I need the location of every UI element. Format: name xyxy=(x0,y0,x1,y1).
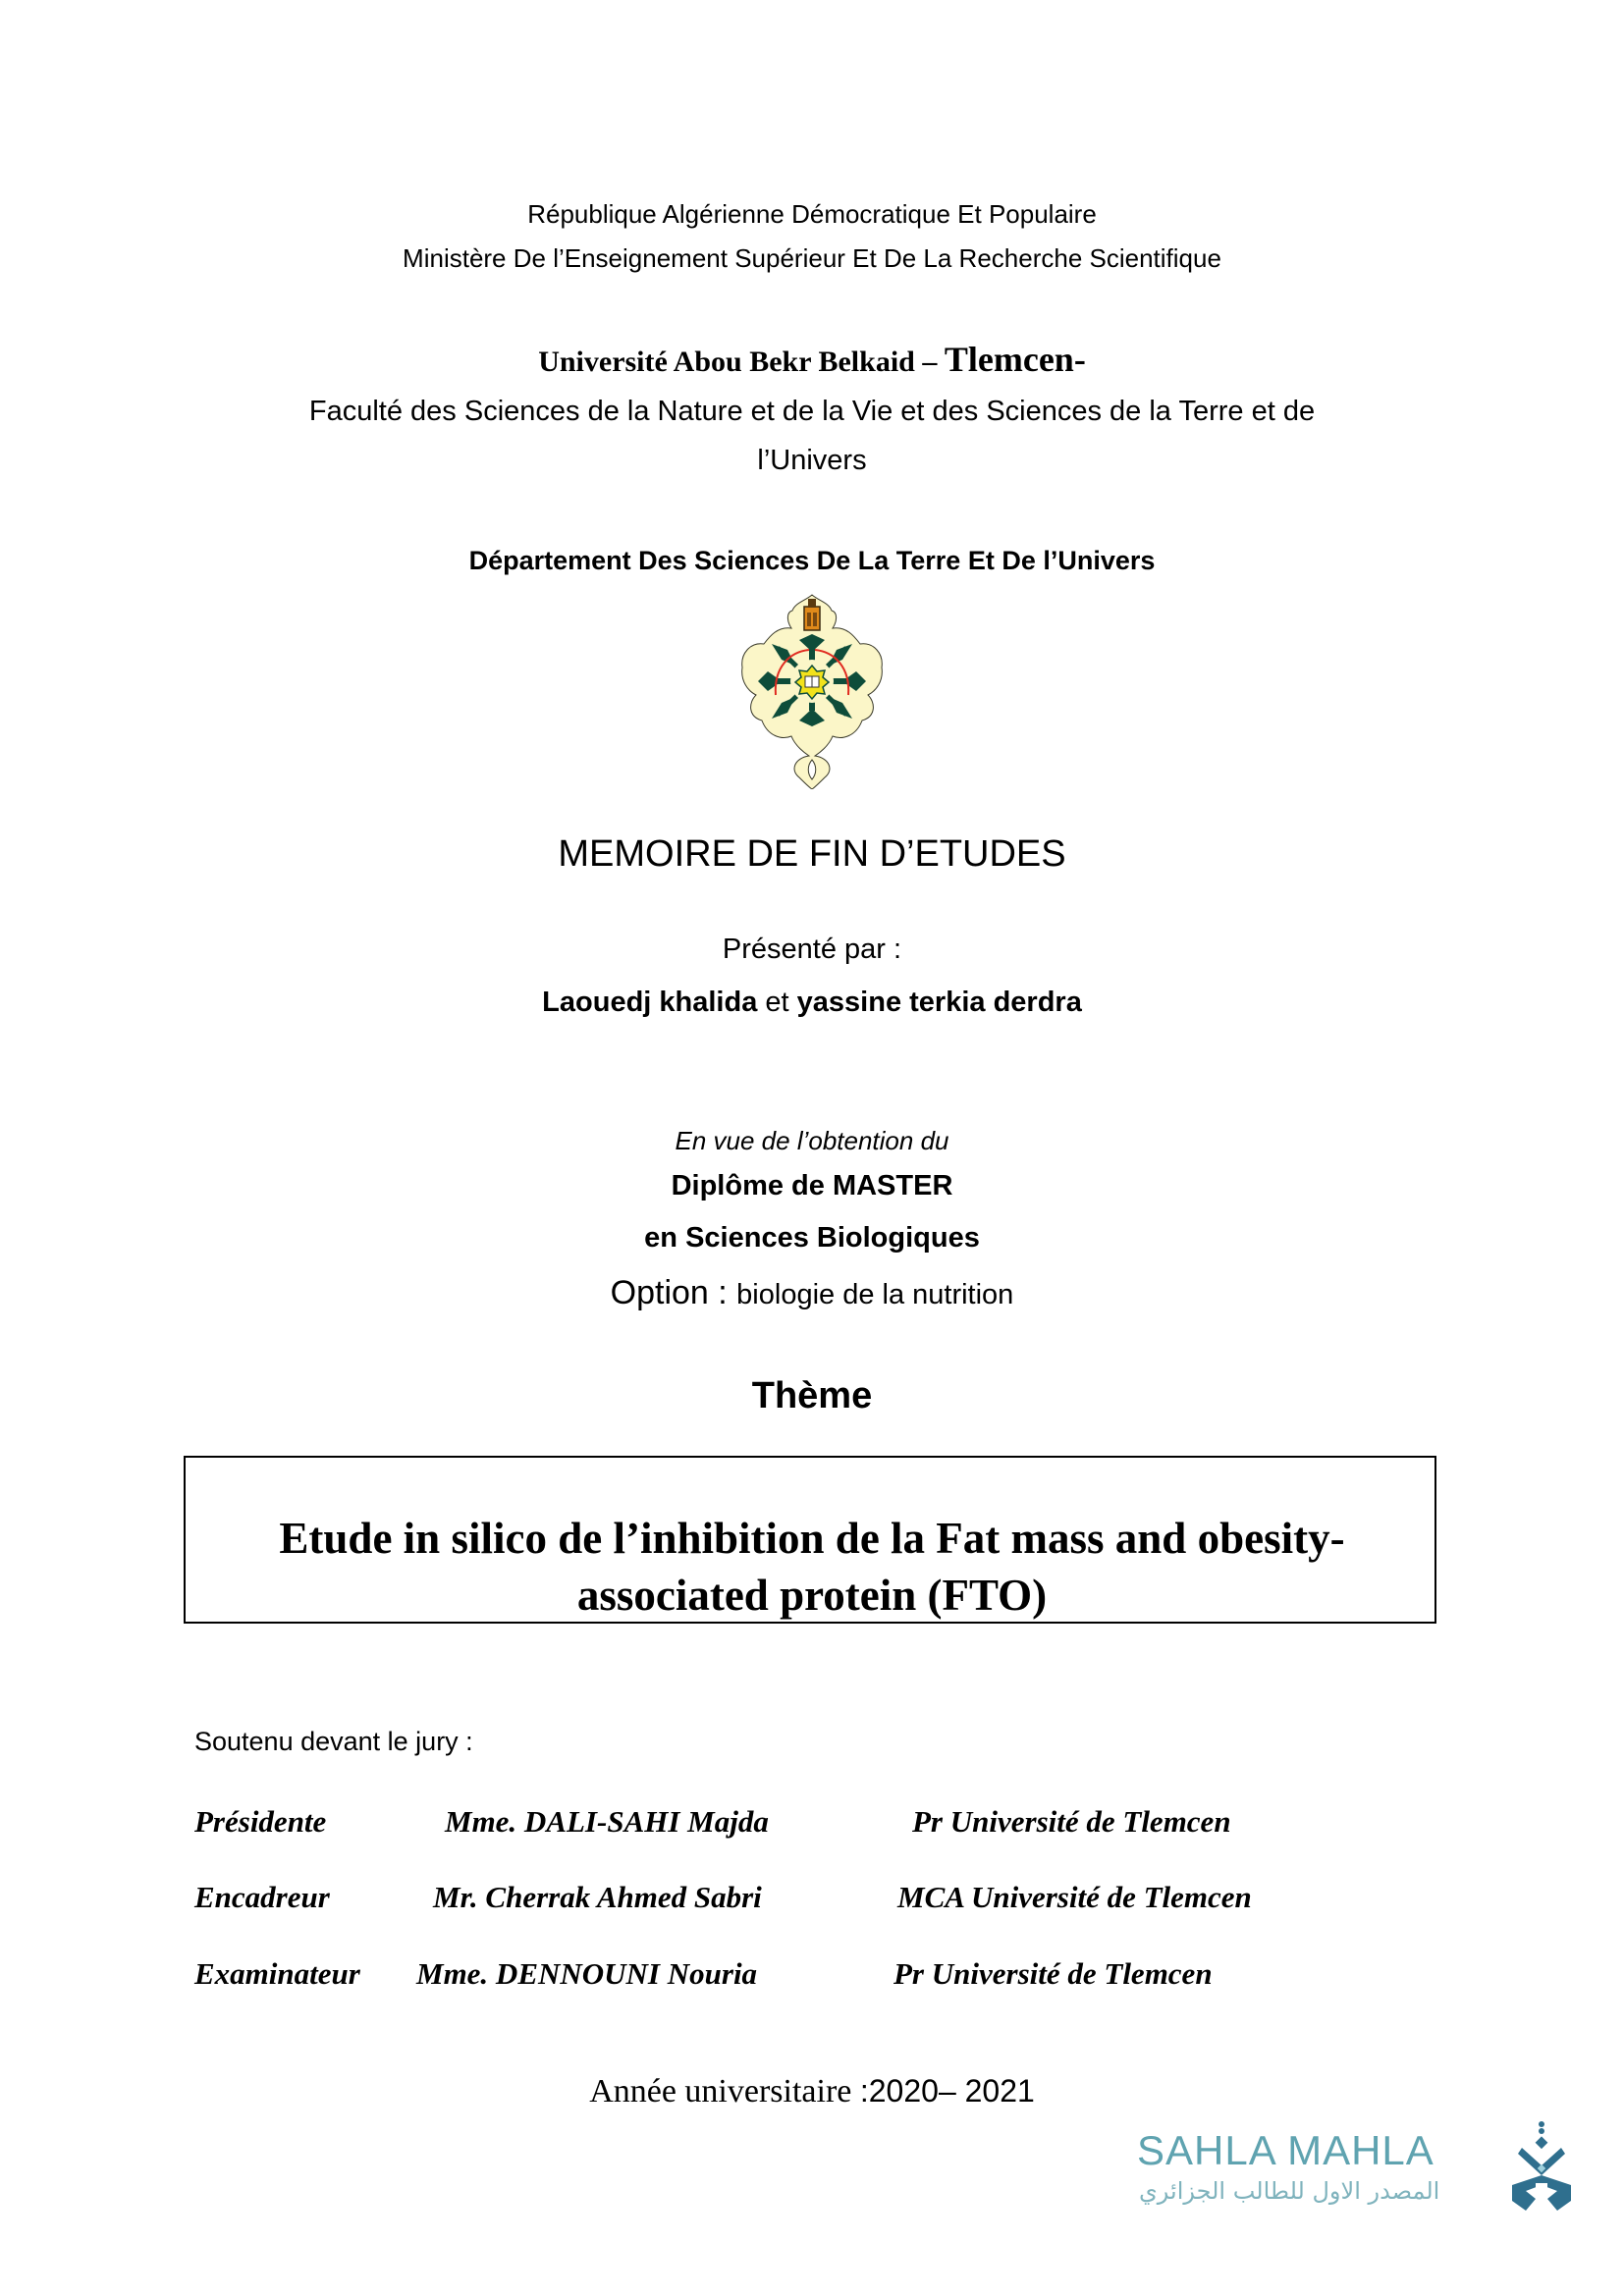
faculty-line-1: Faculté des Sciences de la Nature et de la Vie et des Sciences de la Terre et de xyxy=(308,396,1316,427)
watermark-tagline: المصدر الاول للطالب الجزائري xyxy=(1139,2177,1440,2205)
republic-line: République Algérienne Démocratique Et Populaire xyxy=(527,199,1097,229)
theme-title-line-1: Etude in silico de l’inhibition de la Fat mass and obesity- xyxy=(279,1514,1345,1563)
degree-option xyxy=(0,1276,1624,1309)
jury-affiliation: MCA Université de Tlemcen xyxy=(897,1880,1252,1914)
university-emblem-icon xyxy=(738,593,886,789)
theme-title-line-2: associated protein (FTO) xyxy=(576,1571,1048,1620)
author-1: Laouedj khalida xyxy=(542,987,758,1018)
theme-label: Thème xyxy=(751,1375,873,1416)
authors-line xyxy=(0,988,1624,1017)
university-city: Tlemcen- xyxy=(944,340,1086,379)
jury-affiliation: Pr Université de Tlemcen xyxy=(893,1956,1213,1991)
academic-year xyxy=(0,2075,1624,2109)
sahla-mahla-watermark xyxy=(1137,2120,1598,2228)
watermark-brand: SAHLA MAHLA xyxy=(1137,2127,1435,2173)
jury-role: Présidente xyxy=(194,1804,327,1839)
jury-row xyxy=(0,1954,1624,1994)
option-value: biologie de la nutrition xyxy=(736,1279,1014,1310)
faculty-line-2: l’Univers xyxy=(757,445,867,476)
jury-row xyxy=(0,1802,1624,1842)
department-line: Département Des Sciences De La Terre Et De l’Univers xyxy=(468,546,1156,575)
jury-role: Encadreur xyxy=(194,1880,330,1914)
sahla-mahla-logo-icon xyxy=(1508,2120,1577,2218)
academic-year-value: :2020– 2021 xyxy=(859,2073,1035,2109)
jury-name: Mme. DALI-SAHI Majda xyxy=(445,1804,769,1839)
jury-role: Examinateur xyxy=(194,1956,360,1991)
jury-row xyxy=(0,1878,1624,1917)
presented-by-label: Présenté par : xyxy=(722,934,902,965)
jury-name: Mme. DENNOUNI Nouria xyxy=(416,1956,758,1991)
degree-intro: En vue de l’obtention du xyxy=(675,1126,949,1155)
authors-conjunction: et xyxy=(757,987,797,1018)
academic-year-label: Année universitaire xyxy=(589,2073,860,2109)
jury-name: Mr. Cherrak Ahmed Sabri xyxy=(433,1880,762,1914)
university-logo xyxy=(738,593,886,789)
author-2: yassine terkia derdra xyxy=(796,987,1082,1018)
university-line xyxy=(0,342,1624,377)
university-name: Université Abou Bekr Belkaid – xyxy=(538,346,945,378)
degree-field: en Sciences Biologiques xyxy=(644,1222,980,1254)
jury-affiliation: Pr Université de Tlemcen xyxy=(912,1804,1231,1839)
option-label: Option : xyxy=(610,1274,737,1311)
degree-diploma: Diplôme de MASTER xyxy=(671,1170,953,1201)
ministry-line: Ministère De l’Enseignement Supérieur Et De La Recherche Scientifique xyxy=(403,243,1221,273)
jury-label: Soutenu devant le jury : xyxy=(194,1727,473,1756)
memoir-type: MEMOIRE DE FIN D’ETUDES xyxy=(558,833,1066,875)
